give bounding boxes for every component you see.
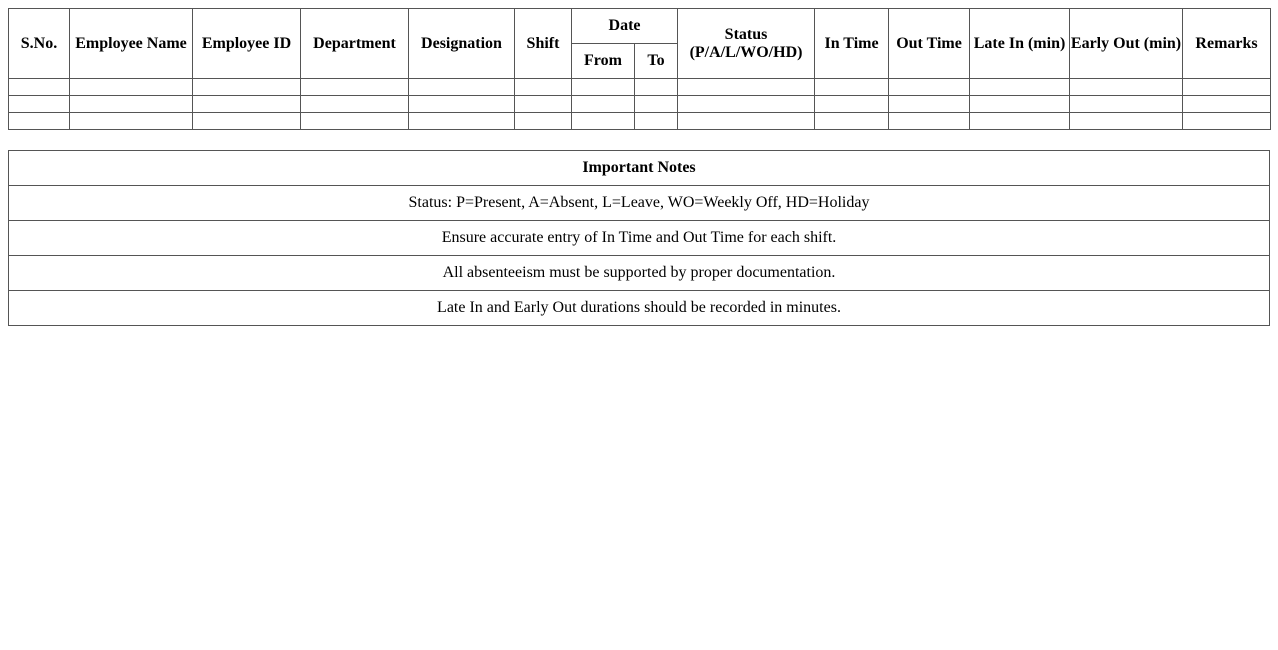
table-cell[interactable] [301,79,409,96]
note-item: All absenteeism must be supported by proper documentation. [9,256,1270,291]
table-cell[interactable] [635,96,678,113]
table-cell[interactable] [515,79,572,96]
header-late-in: Late In (min) [970,9,1070,79]
table-row [9,113,1271,130]
table-cell[interactable] [678,96,815,113]
header-out-time: Out Time [889,9,970,79]
table-cell[interactable] [1183,79,1271,96]
table-cell[interactable] [572,96,635,113]
table-cell[interactable] [970,96,1070,113]
table-cell[interactable] [9,79,70,96]
notes-row [9,221,1270,256]
table-cell[interactable] [409,96,515,113]
note-item: Late In and Early Out durations should be recorded in minutes. [9,291,1270,326]
table-cell[interactable] [301,113,409,130]
header-shift: Shift [515,9,572,79]
table-cell[interactable] [301,96,409,113]
table-cell[interactable] [515,96,572,113]
table-cell[interactable] [815,96,889,113]
header-employee-id: Employee ID [193,9,301,79]
note-item: Status: P=Present, A=Absent, L=Leave, WO=Weekly Off, HD=Holiday [9,186,1270,221]
table-cell[interactable] [1183,113,1271,130]
note-item: Ensure accurate entry of In Time and Out Time for each shift. [9,221,1270,256]
notes-row [9,186,1270,221]
table-cell[interactable] [970,113,1070,130]
notes-row [9,291,1270,326]
notes-row [9,256,1270,291]
notes-table [8,150,1270,326]
header-row [9,9,1271,44]
table-cell[interactable] [1070,96,1183,113]
notes-title-row [9,151,1270,186]
attendance-body [9,79,1271,130]
table-cell[interactable] [678,79,815,96]
table-cell[interactable] [970,79,1070,96]
header-department: Department [301,9,409,79]
header-sno: S.No. [9,9,70,79]
table-cell[interactable] [1070,113,1183,130]
table-cell[interactable] [678,113,815,130]
header-date: Date [572,9,678,44]
table-cell[interactable] [9,113,70,130]
header-remarks: Remarks [1183,9,1271,79]
table-cell[interactable] [889,113,970,130]
table-cell[interactable] [515,113,572,130]
table-cell[interactable] [193,96,301,113]
table-cell[interactable] [635,79,678,96]
header-early-out: Early Out (min) [1070,9,1183,79]
header-status: Status (P/A/L/WO/HD) [678,9,815,79]
table-cell[interactable] [409,113,515,130]
table-cell[interactable] [889,96,970,113]
table-cell[interactable] [1070,79,1183,96]
attendance-sheet [8,8,1270,326]
table-row [9,79,1271,96]
notes-title: Important Notes [9,151,1270,186]
table-cell[interactable] [409,79,515,96]
table-cell[interactable] [193,113,301,130]
table-cell[interactable] [1183,96,1271,113]
header-date-from: From [572,44,635,79]
table-cell[interactable] [889,79,970,96]
table-row [9,96,1271,113]
table-cell[interactable] [9,96,70,113]
table-cell[interactable] [70,96,193,113]
header-in-time: In Time [815,9,889,79]
table-cell[interactable] [70,79,193,96]
table-cell[interactable] [635,113,678,130]
table-cell[interactable] [572,79,635,96]
header-date-to: To [635,44,678,79]
table-cell[interactable] [572,113,635,130]
table-cell[interactable] [70,113,193,130]
header-designation: Designation [409,9,515,79]
table-cell[interactable] [815,113,889,130]
table-cell[interactable] [193,79,301,96]
table-cell[interactable] [815,79,889,96]
attendance-table [8,8,1271,130]
header-employee-name: Employee Name [70,9,193,79]
